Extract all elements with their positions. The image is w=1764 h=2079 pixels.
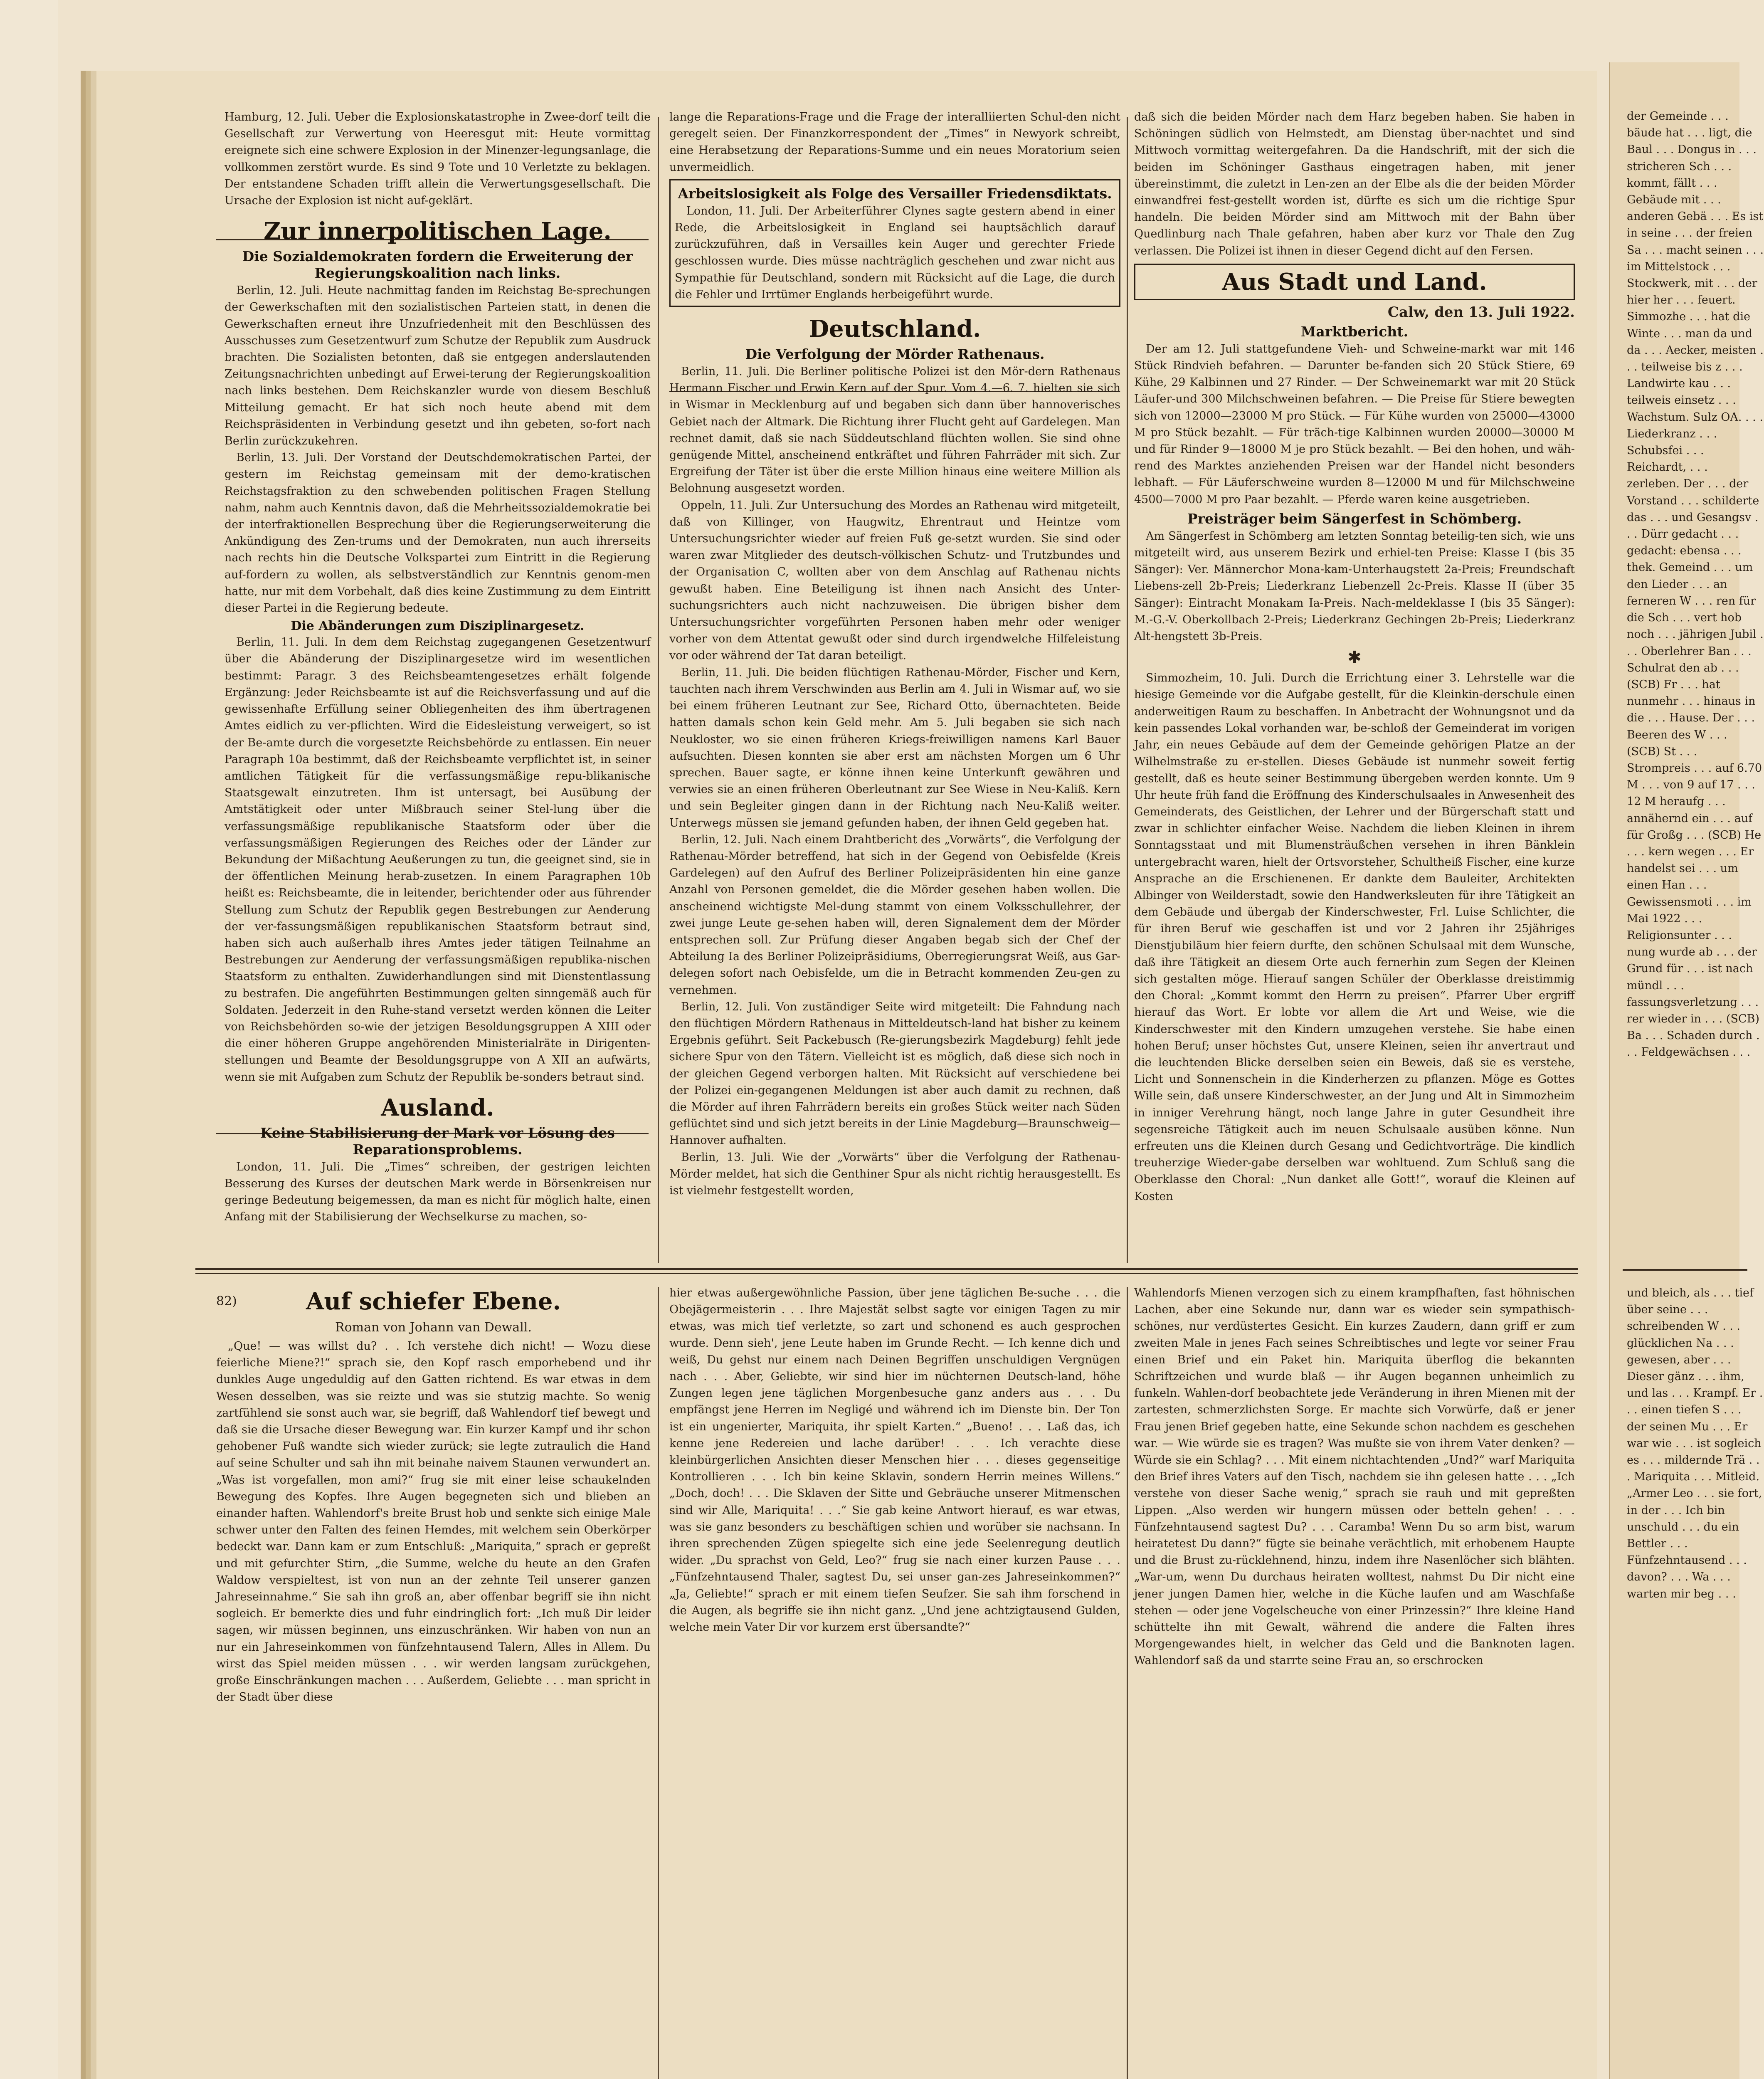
feuilleton-separator <box>195 1273 1578 1274</box>
asterisk-divider: ✱ <box>1347 648 1362 667</box>
article-subheading: Marktbericht. <box>1300 323 1409 340</box>
article-text: Am Sängerfest in Schömberg am letzten Sonntag beteilig-ten sich, wie uns mitgeteilt wird, aus unserem Bezirk und erhiel-ten Preise: Klasse I (bis 35 Sänger): Ver. Männerchor Mona-kam-Unterhaugstett 2a-Preis; Freundschaft Liebens-zell 2b-Preis; Liederkranz Liebenzell 2c-Preis. Klasse II (über 35 Sänger): Eintracht Monakam Ia-Preis. Nach-meldeklasse I (bis 35 Sänger): M.-G.-V. Oberkollbach 2-Preis; Liederkranz Gechingen 2b-Preis; Liederkranz Alt-hengstett 3b-Preis. <box>1134 529 1575 643</box>
dateline: Calw, den 13. Juli 1922. <box>1387 304 1575 321</box>
section-heading: Zur innerpolitischen Lage. <box>264 217 612 245</box>
article-text: Berlin, 12. Juli. Nach einem Drahtbericht des „Vorwärts“, die Verfolgung der Rathenau-Mörder betreffend, hat sich in der Gegend von Oebisfelde (Kreis Gardelegen) auf den Aufruf des Berliner Polizeipräsidenten hin eine ganze Anzahl von Personen gemeldet, die die Mörder gesehen haben wollen. Die anscheinend wichtigste Mel-dung stammt von einem Volksschullehrer, der zwei junge Leute ge-sehen haben will, deren Signalement dem der Mörder entsprechen soll. Zur Prüfung dieser Angaben begab sich der Chef der Abteilung Ia des Berliner Polizeipräsidiums, Oberregierungsrat Weiß, aus Gar-delegen sofort nach Oebisfelde, um die in Betracht kommenden Zeu-gen zu vernehmen. <box>669 833 1120 997</box>
adjacent-text: der Gemeinde . . . bäude hat . . . ligt, die Baul . . . Dongus in . . . stricheren Sch . . . kommt, fällt . . . Gebäude mit . . . anderen Gebä . . . Es ist in seine . . . der freien Sa . . . macht seinen . . . im Mittelstock . . . Stockwerk, mit . . . der hier her . . . feuert. Simmozhe . . . hat die Winte . . . man da und da . . . Aecker, meisten . . . teilweise bis z . . . Landwirte kau . . . teilweis einsetz . . . Wachstum. Sulz OA. . . . Liederkranz . . . Schubsfei . . . Reichardt, . . . zerleben. Der . . . der Vorstand . . . schilderte das . . . und Gesangsv . . . Dürr gedacht . . . gedacht: ebensa . . . thek. Gemeind . . . um den Lieder . . . an ferneren W . . . ren für die Sch . . . vert hob noch . . . jährigen Jubil . . . Oberlehrer Ban . . . Schulrat den ab . . . (SCB) Fr . . . hat nunmehr . . . hinaus in die . . . Hause. Der . . . Beeren des W . . . (SCB) St . . . Strompreis . . . auf 6.70 M . . . von 9 auf 17 . . . 12 M heraufg . . . annähernd ein . . . auf für Großg . . . (SCB) He . . . kern wegen . . . Er handelst sei . . . um einen Han . . . Gewissensmoti . . . im Mai 1922 . . . Religionsunter . . . nung wurde ab . . . der Grund für . . . ist nach mündl . . . fassungsverletzung . . . rer wieder in . . . (SCB) Ba . . . Schaden durch . . . Feldgewächsen . . . <box>1627 110 1764 1059</box>
column-rule <box>1127 1287 1128 2079</box>
serial-column-1 <box>216 1285 651 2079</box>
serial-byline: Roman von Johann van Dewall. <box>335 1320 532 1335</box>
column-rule <box>1127 117 1128 1263</box>
serial-column-3 <box>1134 1285 1575 2079</box>
article-text: Berlin, 11. Juli. Die Berliner politische Polizei ist den Mör-dern Rathenaus Hermann Fischer und Erwin Kern auf der Spur. Vom 4.—6. 7. hielten sie sich in Wismar in Mecklenburg auf und begaben sich dann über hannoverisches Gebiet nach der Altmark. Die Richtung ihrer Flucht geht auf Gardelegen. Man rechnet damit, daß sie nach Süddeutschland flüchten wollen. Sie sind ohne genügende Mittel, anscheinend entkräftet und führen Fahrräder mit sich. Zur Ergreifung der Täter ist über die erste Million hinaus eine weitere Million als Belohnung ausgesetzt worden. <box>669 365 1120 495</box>
serial-title: Auf schiefer Ebene. <box>306 1288 561 1315</box>
article-text: Berlin, 13. Juli. Wie der „Vorwärts“ über die Verfolgung der Rathenau-Mörder meldet, hat sich die Genthiner Spur als nicht richtig herausgestellt. Es ist vielmehr festgestellt worden, <box>669 1151 1120 1197</box>
article-text: lange die Reparations-Frage und die Frage der interalliierten Schul-den nicht geregelt seien. Der Finanzkorrespondent der „Times“ in Newyork schreibt, eine Herabsetzung der Reparations-Summe und ein neues Moratorium seien unvermeidlich. <box>669 111 1120 174</box>
section-heading: Deutschland. <box>809 315 981 343</box>
article-text: Simmozheim, 10. Juli. Durch die Errichtung einer 3. Lehrstelle war die hiesige Gemeinde vor die Aufgabe gestellt, für die Kleinkin-derschule einen anderweitigen Raum zu beschaffen. In Anbetracht der Wohnungsnot und da kein passendes Lokal vorhanden war, be-schloß der Gemeinderat im vorigen Jahr, ein neues Gebäude auf dem der Gemeinde gehörigen Platze an der Wilhelmstraße zu er-stellen. Dieses Gebäude ist nunmehr soweit fertig gestellt, daß es heute seiner Bestimmung übergeben werden konnte. Um 9 Uhr heute früh fand die Eröffnung des Kinderschulsaales in Anwesenheit des Gemeinderats, des Geistlichen, der Lehrer und der Bürgerschaft statt und zwar in schlichter einfacher Weise. Nachdem die lieben Kleinen in ihrem Sonntagsstaat und mit Blumensträußchen versehen in ihren Bänklein untergebracht waren, hielt der Ortsvorsteher, Schultheiß Fischer, eine kurze Ansprache an die Erschienenen. Er dankte dem Bauleiter, Architekten Albinger von Weilderstadt, sowie den Handwerksleuten für ihre Tätigkeit an dem Gebäude und übergab der Kinderschwester, Frl. Luise Schlichter, die für ihren Beruf wie geschaffen ist und vor 2 Jahren ihr 25jähriges Dienstjubiläum hier feiern durfte, den schönen Schulsaal mit dem Wunsche, daß ihre Tätigkeit an diesem Orte auch fernerhin zum Segen der Kleinen sich gestalten möge. Hierauf sangen Schüler der Oberklasse dreistimmig den Choral: „Kommt kommt den Herrn zu preisen“. Pfarrer Uber ergriff hierauf das Wort. Er lobte vor allem die Art und Weise, wie die Kinderschwester mit den Kindern umzugehen verstehe. Sie habe einen hohen Beruf; unser höchstes Gut, unsere Kleinen, seien ihr anvertraut und die leuchtenden Blicke derselben seien ein Beweis, daß sie es verstehe, Licht und Sonnenschein in die Kinderherzen zu pflanzen. Möge es Gottes Wille sein, daß unsere Kinderschwester, an der Jung und Alt in Simmozheim in inniger Verehrung hängt, noch lange Jahre in guter Gesundheit ihre segensreiche Tätigkeit auch im neuen Schulsaale ausüben könne. Nun erfreuten uns die Kleinen durch Gesang und Gedichtvorträge. Die kindlich treuherzige Wieder-gabe derselben war wohltuend. Zum Schluß sang die Oberklasse den Choral: „Nun danket alle Gott!“, worauf die Kleinen auf Kosten <box>1134 672 1575 1203</box>
boxed-article <box>669 179 1120 307</box>
article-text: daß sich die beiden Mörder nach dem Harz begeben haben. Sie haben in Schöningen südlich von Helmstedt, am Dienstag über-nachtet und sind Mittwoch vormittag weitergefahren. Da die Handschrift, mit der sich die beiden im Schöninger Gasthaus eingetragen haben, mit jener übereinstimmt, die zuletzt in Len-zen an der Elbe als die der beiden Mörder einwandfrei fest-gestellt worden ist, dürfte es sich um die richtige Spur handeln. Die beiden Mörder sind am Mittwoch mit der Bahn über Quedlinburg nach Thale gefahren, haben aber kurz vor Thale den Zug verlassen. Die Polizei ist ihnen in dieser Gegend dicht auf den Fersen. <box>1134 111 1575 257</box>
article-text: Oppeln, 11. Juli. Zur Untersuchung des Mordes an Rathenau wird mitgeteilt, daß von Killinger, von Haugwitz, Ehrentraut und Heintze vom Untersuchungsrichter wieder auf freien Fuß ge-setzt wurden. Sie sind oder waren zwar Mitglieder des deutsch-völkischen Schutz- und Trutzbundes und der Organisation C, wollten aber von dem Anschlag auf Rathenau nichts gewußt haben. Eine Beteiligung ist ihnen nach Ansicht des Unter-suchungsrichters auch nicht nachzuweisen. Die übrigen bisher dem Untersuchungsrichter vorgeführten Personen haben mehr oder weniger vorher von dem Attentat gewußt oder sind durch irgendwelche Hilfeleistung vor oder während der Tat daran beteiligt. <box>669 499 1120 662</box>
article-text: Hamburg, 12. Juli. Ueber die Explosionskatastrophe in Zwee-dorf teilt die Gesellschaft zur Verwertung von Heeresgut mit: Heute vormittag ereignete sich eine schwere Explosion in der Minenzer-legungsanlage, die vollkommen zerstört wurde. Es sind 9 Tote und 10 Verletzte zu beklagen. Der entstandene Schaden trifft allein die Verwertungsgesellschaft. Die Ursache der Explosion ist nicht auf-geklärt. <box>225 111 651 207</box>
section-heading: Ausland. <box>381 1094 494 1121</box>
column-1 <box>225 109 651 1261</box>
serial-number: 82) <box>216 1294 237 1309</box>
article-subheading: Preisträger beim Sängerfest in Schömberg. <box>1187 510 1522 527</box>
article-text: Berlin, 11. Juli. Die beiden flüchtigen Rathenau-Mörder, Fischer und Kern, tauchten nach ihrem Verschwinden aus Berlin am 4. Juli in Wismar auf, wo sie bei einem früheren Leutnant zur See, Richard Otto, übernachteten. Beide hatten damals schon kein Geld mehr. Am 5. Juli begaben sie sich nach Neukloster, wo sie einen früheren Kriegs-freiwilligen namens Karl Bauer aufsuchten. Diesen konnten sie aber erst am nächsten Morgen um 6 Uhr sprechen. Bauer sagte, er könne ihnen keine Unterkunft gewähren und verwies sie an einen früheren Oberleutnant zur See Wiese in Neu-Kaliß. Kern und sein Begleiter gingen dann in der Richtung nach Neu-Kaliß weiter. Unterwegs müssen sie jemand gefunden haben, der ihnen Geld gegeben hat. <box>669 666 1120 830</box>
serial-column-2 <box>669 1285 1120 2079</box>
adjacent-column-upper <box>1627 108 1764 1314</box>
column-2 <box>669 109 1120 1261</box>
article-subheading: Die Abänderungen zum Disziplinargesetz. <box>291 619 585 634</box>
feuilleton-separator <box>195 1268 1578 1270</box>
article-text: London, 11. Juli. Die „Times“ schreiben, der gestrigen leichten Besserung des Kurses der deutschen Mark werde in Börsenkreisen nur geringe Bedeutung beigemessen, da man es nicht für möglich halte, einen Anfang mit der Stabilisierung der Wechselkurse zu machen, so- <box>225 1160 651 1224</box>
article-text: London, 11. Juli. Der Arbeiterführer Clynes sagte gestern abend in einer Rede, die Arbeitslosigkeit in England sei hauptsächlich darauf zurückzuführen, daß in Versailles kein Auger und gerechter Friede geschlossen wurde. Dies müsse nachträglich geschehen und zwar nicht aus Sympathie für Deutschland, sondern mit Rücksicht auf die Lage, die durch die Fehler und Irrtümer Englands herbeigeführt wurde. <box>675 204 1115 301</box>
adjacent-column-lower <box>1627 1285 1764 2079</box>
article-text: Berlin, 13. Juli. Der Vorstand der Deutschdemokratischen Partei, der gestern im Reichstag gemeinsam mit der demo-kratischen Reichstagsfraktion zu den schwebenden politischen Fragen Stellung nahm, nahm auch Kenntnis davon, daß die Mehrheitssozialdemokratie bei der interfraktionellen Besprechung über die Regierungserweiterung die Ankündigung des Zen-trums und der Demokraten, nun auch ihrerseits nach rechts hin die Deutsche Volkspartei zum Eintritt in die Regierung auf-fordern zu wollen, als selbstverständlich zur Kenntnis genom-men hatte, nur mit dem Vorbehalt, daß dies keine Zustimmung zu dem Eintritt dieser Partei in die Regierung bedeute. <box>225 451 651 615</box>
column-3 <box>1134 109 1575 1261</box>
adjacent-page <box>1609 62 1764 2079</box>
adjacent-text: und bleich, als . . . tief über seine . . . schreibenden W . . . glücklichen Na . . . gewesen, aber . . . Dieser gänz . . . ihm, und las . . . Krampf. Er . . . einen tiefen S . . . der seinen Mu . . . Er war wie . . . ist sogleich es . . . mildernde Trä . . . Mariquita . . . Mitleid. „Armer Leo . . . sie fort, in der . . . Ich bin unschuld . . . du ein Bettler . . . Fünfzehntausend . . . davon? . . . Wa . . . warten mir beg . . . <box>1627 1286 1763 1600</box>
article-text: Berlin, 12. Juli. Von zuständiger Seite wird mitgeteilt: Die Fahndung nach den flüchtigen Mördern Rathenaus in Mitteldeutsch-land hat bisher zu keinem Ergebnis geführt. Seit Packebusch (Re-gierungsbezirk Magdeburg) fehlt jede sichere Spur von den Tätern. Vielleicht ist es möglich, daß diese sich noch in der gleichen Gegend verborgen halten. Mit Rücksicht auf verschiedene bei der Polizei ein-gegangenen Meldungen ist aber auch damit zu rechnen, daß die Mörder auf ihren Fahrrädern bereits ein großes Stück weiter nach Süden geflüchtet sind und sich jetzt bereits in der Linie Magdeburg—Braunschweig—Hannover aufhalten. <box>669 1000 1120 1147</box>
section-rule <box>1623 1269 1747 1271</box>
article-text: Berlin, 12. Juli. Heute nachmittag fanden im Reichstag Be-sprechungen der Gewerkschaften mit den sozialistischen Parteien statt, in denen die Gewerkschaften erneut ihre Unzufriedenheit mit den Beschlüssen des Ausschusses zum Gesetzentwurf zum Schutze der Republik zum Ausdruck brachten. Die Sozialisten betonten, daß sie entgegen anderslautenden Zeitungsnachrichten unbedingt auf Erwei-terung der Regierungskoalition nach links bestehen. Dem Reichskanzler wurde von diesem Beschluß Mitteilung gemacht. Er hat sich noch heute abend mit dem Reichspräsidenten in Verbindung gesetzt und ihn gebeten, so-fort nach Berlin zurückzukehren. <box>225 284 651 448</box>
serial-text: hier etwas außergewöhnliche Passion, über jene täglichen Be-suche . . . die Obejägermeisterin . . . Ihre Majestät selbst sagte vor einigen Tagen zu mir etwas, was mich tief verletzte, so zart und schonend es auch gesprochen wurde. Denn sieh', jene Leute haben im Grunde Recht. — Ich kenne dich und weiß, Du gehst nur einem nach Deinen Begriffen unschuldigen Vergnügen nach . . . Aber, Geliebte, wir sind hier im nüchternen Deutsch-land, höhe Zungen legen jene täglichen Morgenbesuche ganz anders aus . . . Du empfängst jene Herren im Negligé und während ich im Dienste bin. Der Ton ist ein ungenierter, Mariquita, ihr spielt Karten.“ „Bueno! . . . Laß das, ich kenne jene Redereien und lache darüber! . . . Ich verachte diese kleinbürgerlichen Ansichten dieser Menschen hier . . . dieses gegenseitige Kontrollieren . . . Ich bin keine Sklavin, sondern Herrin meines Willens.“ „Doch, doch! . . . Die Sklaven der Sitte und Gebräuche unserer Mitmenschen sind wir Alle, Mariquita! . . .“ Sie gab keine Antwort hierauf, es war etwas, was sie ganz besonders zu beschäftigen schien und worüber sie nachsann. In ihren sprechenden Zügen spiegelte sich eine jede Seelenregung deutlich wider. „Du sprachst von Geld, Leo?“ frug sie nach einer kurzen Pause . . . „Fünfzehntausend Thaler, sagtest Du, sei unser gan-zes Jahreseinkommen?“ „Ja, Geliebte!“ sprach er mit einem tiefen Seufzer. Sie sah ihm forschend in die Augen, als begriffe sie ihn nicht ganz. „Und jene achtzigtausend Gulden, welche mein Vater Dir vor kurzem erst übersandte?“ <box>669 1286 1120 1634</box>
article-subheading: Keine Stabilisierung der Mark vor Lösung des Reparationsproblems. <box>260 1124 615 1158</box>
serial-text: Wahlendorfs Mienen verzogen sich zu einem krampfhaften, fast höhnischen Lachen, aber eine Sekunde nur, dann war es wieder sein sympathisch-schönes, nur verdüstertes Gesicht. Ein kurzes Zaudern, dann griff er zum zweiten Male in jenes Fach seines Schreibtisches und legte vor seiner Frau einen Brief und ein Paket hin. Mariquita überflog die bekannten Schriftzeichen und wurde blaß — ihr Augen begannen unheimlich zu funkeln. Wahlen-dorf beobachtete jede Veränderung in ihren Mienen mit der zartesten, schmerzlichsten Sorge. Er machte sich Vorwürfe, daß er jener Frau jenen Brief gegeben hatte, eine Sekunde schon nachdem es geschehen war. — Wie würde sie es tragen? Was mußte sie von ihrem Vater denken? — Würde sie ein Schlag? . . . Mit einem nichtachtenden „Und?“ warf Mariquita den Brief ihres Vaters auf den Tisch, nachdem sie ihn gelesen hatte . . . „Ich verstehe von dieser Sache wenig,“ sprach sie rauh und mit gepreßten Lippen. „Also werden wir hungern müssen oder betteln gehen! . . . Fünfzehntausend sagtest Du? . . . Caramba! Wenn Du so arm bist, warum heiratetest Du dann?“ fügte sie beinahe verächtlich, mit erhobenem Haupte und die Brust zu-rücklehnend, hinzu, indem ihre Nasenlöcher sich blähten. „War-um, wenn Du durchaus heiraten wolltest, nahmst Du Dir nicht eine jener jungen Damen hier, welche in die Küche laufen und am Waschfaße stehen — oder jene Vogelscheuche von einer Prinzessin?“ Ihre kleine Hand schüttelte ihn mit Gewalt, während die andere die Falten ihres Morgengewandes hielt, in welcher das Geld und die Banknoten lagen. Wahlendorf saß da und starrte seine Frau an, so erschrocken <box>1134 1286 1575 1667</box>
serial-text: „Que! — was willst du? . . Ich verstehe dich nicht! — Wozu diese feierliche Miene?!“ sprach sie, den Kopf rasch emporhebend und ihr dunkles Auge ungeduldig auf den Gatten richtend. Es war etwas in dem Wesen desselben, was sie reizte und was sie stutzig machte. So wenig zartfühlend sie sonst auch war, sie begriff, daß Wahlendorf tief bewegt und daß sie die Ursache dieser Bewegung war. Ein kurzer Kampf und ihr schon gehobener Fuß wandte sich wieder zurück; sie legte zutraulich die Hand auf seine Schulter und sah ihn mit beinahe naivem Staunen verwundert an. „Was ist vorgefallen, mon ami?“ frug sie mit einer leise schaukelnden Bewegung des Kopfes. Ihre Augen begegneten sich und blieben an einander haften. Wahlendorf's breite Brust hob und senkte sich einige Male schwer unter den Falten des feinen Hemdes, mit welchem sein Oberkörper bedeckt war. Dann kam er zum Entschluß: „Mariquita,“ sprach er gepreßt und mit gefurchter Stirn, „die Summe, welche du heute an den Grafen Waldow verspieltest, ist von nun an der zehnte Teil unserer ganzen Jahreseinnahme.“ Sie sah ihn groß an, aber offenbar begriff sie ihn nicht sogleich. Er bemerkte dies und fuhr eindringlich fort: „Ich muß Dir leider sagen, wir müssen beginnen, uns einzuschränken. Wir haben von nun an nur ein Jahreseinkommen von fünfzehntausend Talern, Alles in Allem. Du wirst das Spiel meiden müssen . . . wir werden langsam zurückgehen, große Einschränkungen machen . . . Außerdem, Geliebte . . . man spricht in der Stadt über diese <box>216 1340 651 1704</box>
article-subheading: Die Verfolgung der Mörder Rathenaus. <box>745 346 1045 363</box>
article-subheading: Die Sozialdemokraten fordern die Erweiterung der Regierungskoalition nach links. <box>242 248 633 281</box>
article-text: Der am 12. Juli stattgefundene Vieh- und Schweine-markt war mit 146 Stück Rindvieh befahren. — Darunter be-fanden sich 20 Stück Stiere, 69 Kühe, 29 Kalbinnen und 27 Rinder. — Der Schweinemarkt war mit 20 Stück Läufer-und 300 Milchschweinen befahren. — Die Preise für Stiere bewegten sich von 12000—23000 M pro Stück. — Für Kühe wurden von 25000—43000 M pro Stück bezahlt. — Für träch-tige Kalbinnen wurden 20000—30000 M und für Rinder 9—18000 M je pro Stück bezahlt. — Bei den hohen, und wäh-rend des Marktes anziehenden Preisen war der Handel nicht besonders lebhaft. — Für Läuferschweine wurden 8—12000 M und für Milchschweine 4500—7000 M pro Paar bezahlt. — Pferde waren keine ausgetrieben. <box>1134 342 1575 506</box>
article-subheading: Arbeitslosigkeit als Folge des Versailler Friedensdiktats. <box>678 185 1112 202</box>
column-rule <box>658 1287 659 2079</box>
article-text: Berlin, 11. Juli. In dem dem Reichstag zugegangenen Gesetzentwurf über die Abänderung der Disziplinargesetze wird im wesentlichen bestimmt: Paragr. 3 des Reichsbeamtengesetzes erhält folgende Ergänzung: Jeder Reichsbeamte ist auf die Reichsverfassung und auf die gewissenhafte Erfüllung seiner Obliegenheiten des ihm übertragenen Amtes eidlich zu ver-pflichten. Wird die Eidesleistung verweigert, so ist der Be-amte durch die vorgesetzte Reichsbehörde zu entlassen. Ein neuer Paragraph 10a bestimmt, daß der Reichsbeamte verpflichtet ist, in seiner amtlichen Tätigkeit für die verfassungsmäßige repu-blikanische Staatsgewalt einzutreten. Ihm ist untersagt, bei Ausübung der Amtstätigkeit oder unter Mißbrauch seiner Stel-lung über die verfassungsmäßige republikanische Staatsform oder über die verfassungsmäßigen Regierungen des Reiches oder der Länder zur Bekundung der Mißachtung Aeußerungen zu tun, die geeignet sind, sie in der öffentlichen Meinung herab-zusetzen. In einem Paragraphen 10b heißt es: Reichsbeamte, die in leitender, berichtender oder aus führender Stellung zum Schutz der Republik gegen Bestrebungen zur Aenderung der ver-fassungsmäßigen republikanischen Staatsform betraut sind, haben sich auch außerhalb ihres Amtes jeder tätigen Teilnahme an Bestrebungen zur Aenderung der verfassungsmäßigen republika-nischen Staatsform zu enthalten. Zuwiderhandlungen sind mit Dienstentlassung zu bestrafen. Die angeführten Bestimmungen gelten sinngemäß auch für Soldaten. Jederzeit in den Ruhe-stand versetzt werden können die Leiter von Reichsbehörden so-wie der jetzigen Besoldungsgruppen A XIII oder die einer höheren Gruppe angehörenden Ministerialräte in Dirigenten-stellungen und Beamte der Besoldungsgruppe von A XII an aufwärts, wenn sie mit Aufgaben zum Schutz der Republik be-sonders betraut sind. <box>225 636 651 1084</box>
boxed-heading <box>1134 264 1575 300</box>
column-rule <box>658 117 659 1263</box>
scan-margin <box>0 0 58 2079</box>
section-heading: Aus Stadt und Land. <box>1222 268 1487 296</box>
